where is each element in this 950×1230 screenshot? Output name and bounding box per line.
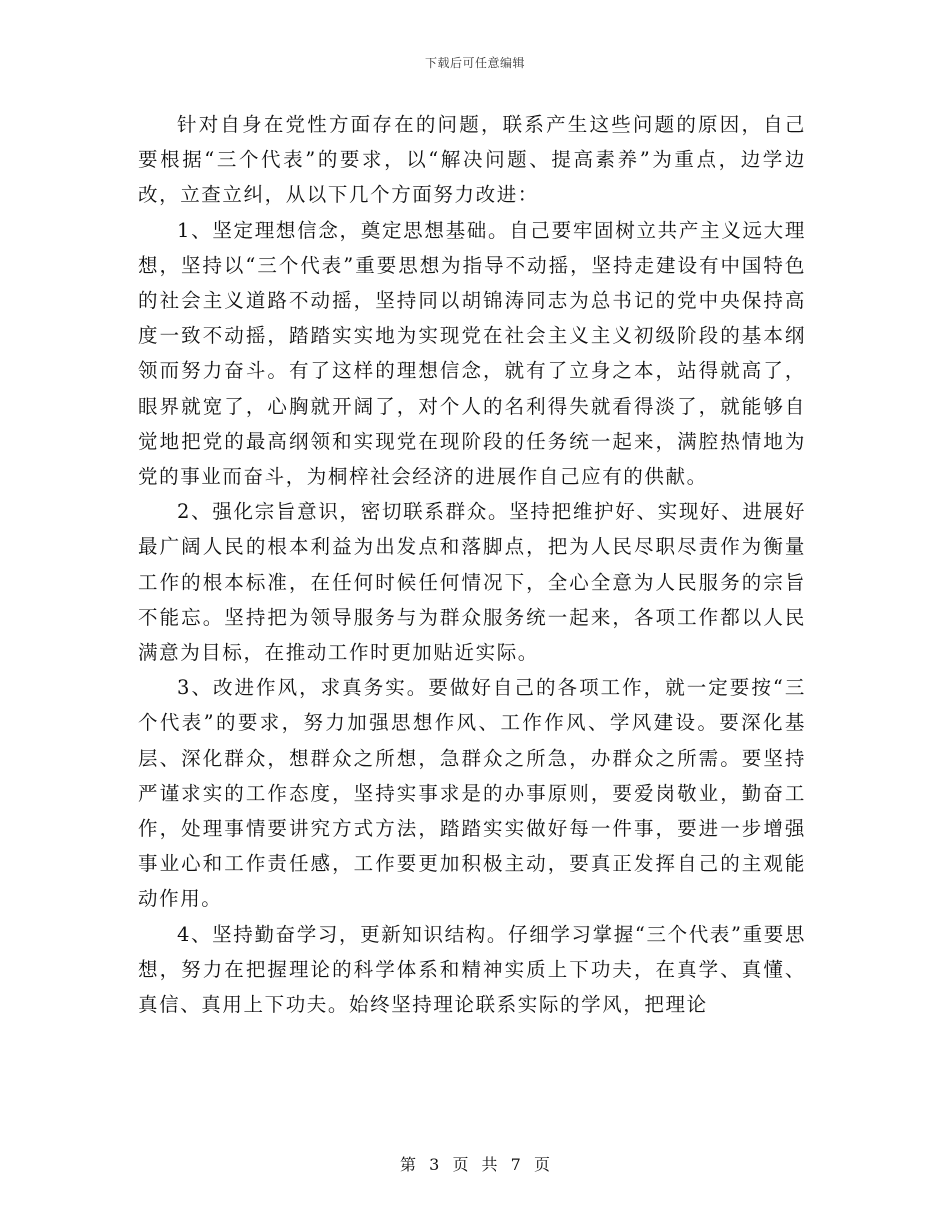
footer-total-label: 页	[533, 1155, 550, 1174]
footer-current-page: 3	[429, 1155, 440, 1174]
footer-total-pages: 7	[510, 1155, 521, 1174]
paragraph-item-2: 2、强化宗旨意识，密切联系群众。坚持把维护好、实现好、进展好最广阔人民的根本利益为出发点和落脚点，把为人民尽职尽责作为衡量工作的根本标准，在任何时候任何情况下，全心全意为人民服务的宗旨不能忘。坚持把为领导服务与为群众服务统一起来，各项工作都以人民满意为目标，在推动工作时更加贴近实际。	[138, 500, 806, 665]
footer-page-label: 页	[452, 1155, 469, 1174]
footer-prefix: 第	[400, 1155, 417, 1174]
paragraph-item-4: 4、坚持勤奋学习，更新知识结构。仔细学习掌握“三个代表”重要思想，努力在把握理论的科学体系和精神实质上下功夫，在真学、真懂、真信、真用上下功夫。始终坚持理论联系实际的学风，把理论	[138, 922, 806, 1017]
page-footer	[0, 1152, 950, 1175]
paragraph-intro: 针对自身在党性方面存在的问题，联系产生这些问题的原因，自己要根据“三个代表”的要求，以“解决问题、提高素养”为重点，边学边改，立查立纠，从以下几个方面努力改进：	[138, 113, 806, 207]
header-note: 下载后可任意编辑	[424, 56, 525, 70]
document-body	[138, 107, 806, 1022]
paragraph-item-1: 1、坚定理想信念，奠定思想基础。自己要牢固树立共产主义远大理想，坚持以“三个代表”重要思想为指导不动摇，坚持走建设有中国特色的社会主义道路不动摇，坚持同以胡锦涛同志为总书记的党中央保持高度一致不动摇，踏踏实实地为实现党在社会主义主义初级阶段的基本纲领而努力奋斗。有了这样的理想信念，就有了立身之本，站得就高了，眼界就宽了，心胸就开阔了，对个人的名利得失就看得淡了，就能够自觉地把党的最高纲领和实现党在现阶段的任务统一起来，满腔热情地为党的事业而奋斗，为桐梓社会经济的进展作自己应有的供献。	[138, 218, 806, 489]
footer-total-prefix: 共	[481, 1155, 498, 1174]
paragraph-item-3: 3、改进作风，求真务实。要做好自己的各项工作，就一定要按“三个代表”的要求，努力加强思想作风、工作作风、学风建设。要深化基层、深化群众，想群众之所想，急群众之所急，办群众之所需。要坚持严谨求实的工作态度，坚持实事求是的办事原则，要爱岗敬业，勤奋工作，处理事情要讲究方式方法，踏踏实实做好每一件事，要进一步增强事业心和工作责任感，工作要更加积极主动，要真正发挥自己的主观能动作用。	[138, 676, 806, 911]
